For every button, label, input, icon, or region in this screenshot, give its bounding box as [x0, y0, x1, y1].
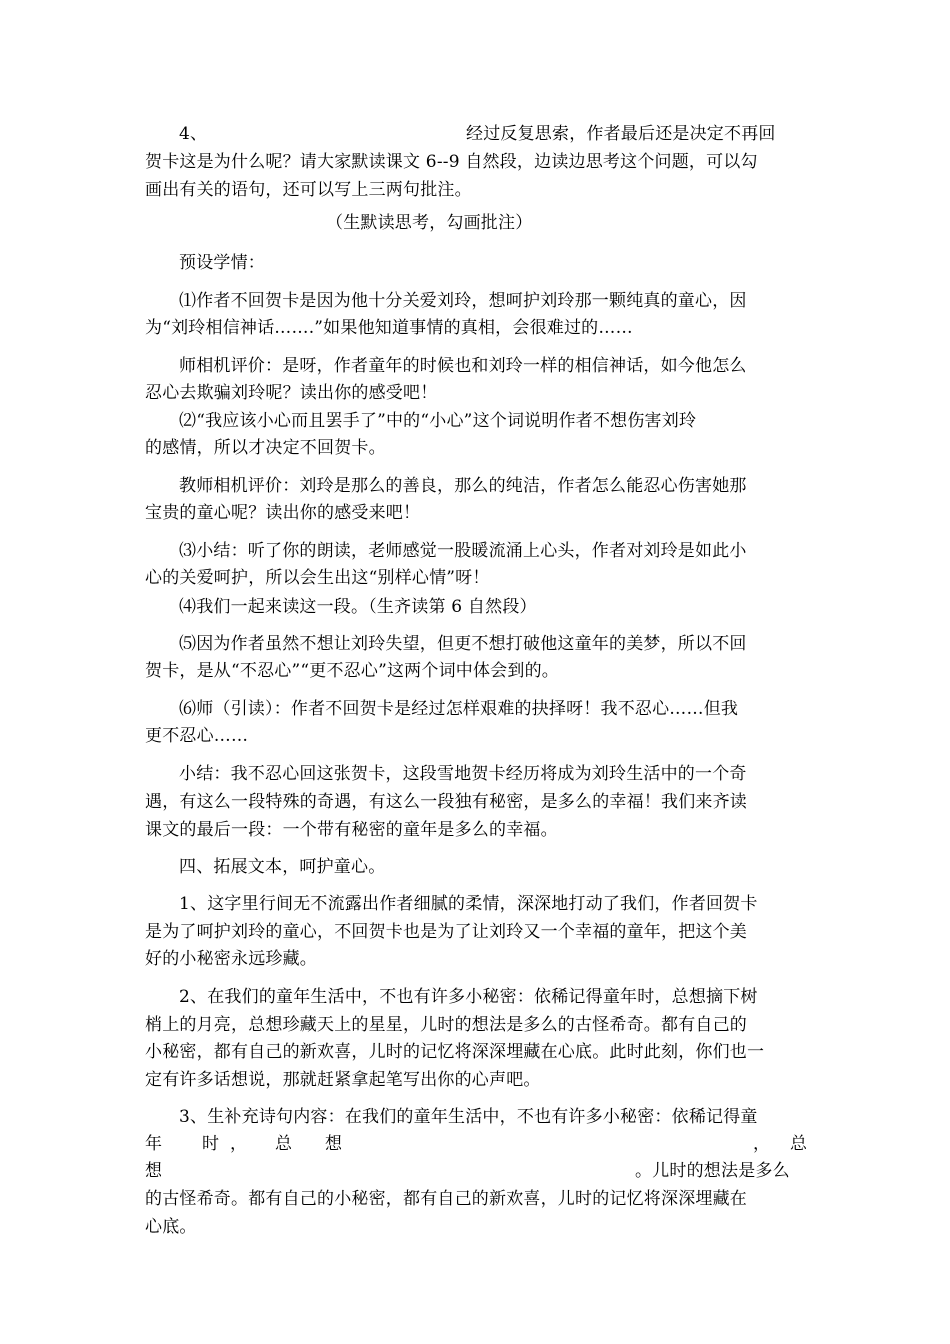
paragraph-line: ⑵“我应该小心而且罢手了”中的“小心”这个词说明作者不想伤害刘玲: [179, 411, 697, 431]
paragraph-line: 是为了呵护刘玲的童心，不回贺卡也是为了让刘玲又一个幸福的童年，把这个美: [145, 922, 747, 942]
fill-text: 总: [790, 1134, 808, 1154]
paragraph-line: 课文的最后一段：一个带有秘密的童年是多么的幸福。: [145, 820, 558, 840]
item-number: 4、: [179, 124, 208, 144]
paragraph-line: 的感情，所以才决定不回贺卡。: [145, 438, 386, 458]
stage-note: （生默读思考，勾画批注）: [326, 213, 533, 233]
fill-text: 想: [145, 1161, 163, 1181]
fill-text: 时: [202, 1134, 220, 1154]
fill-text: ，: [753, 1134, 771, 1154]
paragraph-line: 定有许多话想说，那就赶紧拿起笔写出你的心声吧。: [145, 1070, 541, 1090]
paragraph-line: 2、在我们的童年生活中，不也有许多小秘密：依稀记得童年时，总想摘下树: [179, 987, 758, 1007]
fill-text: ，: [230, 1134, 248, 1154]
fill-text: 。儿时的想法是多么: [635, 1161, 790, 1181]
paragraph-line: 更不忍心……: [145, 726, 249, 746]
paragraph-line: 贺卡，是从“不忍心”“更不忍心”这两个词中体会到的。: [145, 661, 559, 681]
paragraph-line: 经过反复思索，作者最后还是决定不再回: [466, 124, 776, 144]
paragraph-line: 宝贵的童心呢？读出你的感受来吧！: [145, 503, 421, 523]
paragraph-line: 师相机评价：是呀，作者童年的时候也和刘玲一样的相信神话，如今他怎么: [179, 356, 747, 376]
paragraph-line: 好的小秘密永远珍藏。: [145, 949, 317, 969]
fill-text: 总: [275, 1134, 293, 1154]
paragraph-line: 忍心去欺骗刘玲呢？读出你的感受吧！: [145, 383, 438, 403]
paragraph-line: ⑶小结：听了你的朗读，老师感觉一股暖流涌上心头，作者对刘玲是如此小: [179, 541, 747, 561]
fill-text: 想: [325, 1134, 343, 1154]
section-label: 预设学情：: [179, 253, 265, 273]
paragraph-line: 贺卡这是为什么呢？请大家默读课文 6--9 自然段，边读边思考这个问题，可以勾: [145, 152, 758, 172]
paragraph-line: ⑴作者不回贺卡是因为他十分关爱刘玲，想呵护刘玲那一颗纯真的童心，因: [179, 291, 747, 311]
paragraph-line: 的古怪希奇。都有自己的小秘密，都有自己的新欢喜，儿时的记忆将深深埋藏在: [145, 1189, 747, 1209]
paragraph-line: 心的关爱呵护，所以会生出这“别样心情”呀！: [145, 568, 490, 588]
paragraph-line: ⑷我们一起来读这一段。（生齐读第 6 自然段）: [179, 597, 537, 617]
section-heading: 四、拓展文本，呵护童心。: [179, 857, 386, 877]
paragraph-line: 小秘密，都有自己的新欢喜，儿时的记忆将深深埋藏在心底。此时此刻，你们也一: [145, 1042, 765, 1062]
paragraph-line: 教师相机评价：刘玲是那么的善良，那么的纯洁，作者怎么能忍心伤害她那: [179, 476, 747, 496]
paragraph-line: 小结：我不忍心回这张贺卡，这段雪地贺卡经历将成为刘玲生活中的一个奇: [179, 764, 747, 784]
paragraph-line: ⑹师（引读）：作者不回贺卡是经过怎样艰难的抉择呀！我不忍心……但我: [179, 699, 739, 719]
paragraph-line: ⑸因为作者虽然不想让刘玲失望，但更不想打破他这童年的美梦，所以不回: [179, 634, 747, 654]
paragraph-line: 梢上的月亮，总想珍藏天上的星星，儿时的想法是多么的古怪希奇。都有自己的: [145, 1015, 747, 1035]
paragraph-line: 心底。: [145, 1217, 197, 1237]
paragraph-line: 为“刘玲相信神话…….”如果他知道事情的真相，会很难过的……: [145, 318, 633, 338]
paragraph-line: 画出有关的语句，还可以写上三两句批注。: [145, 180, 472, 200]
paragraph-line: 1、这字里行间无不流露出作者细腻的柔情，深深地打动了我们，作者回贺卡: [179, 894, 758, 914]
paragraph-line: 遇，有这么一段特殊的奇遇，有这么一段独有秘密，是多么的幸福！我们来齐读: [145, 792, 747, 812]
fill-text: 年: [145, 1134, 163, 1154]
paragraph-line: 3、生补充诗句内容：在我们的童年生活中，不也有许多小秘密：依稀记得童: [179, 1107, 758, 1127]
